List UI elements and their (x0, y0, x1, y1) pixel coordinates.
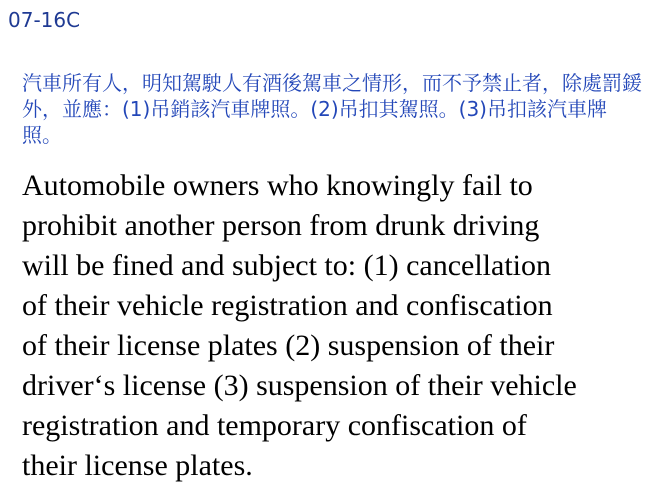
chinese-rule-text: 汽車所有人，明知駕駛人有酒後駕車之情形，而不予禁止者，除處罰鍰外，並應：(1)吊銷該汽車牌照。(2)吊扣其駕照。(3)吊扣該汽車牌照。 (22, 71, 642, 147)
slide-code: 07-16C (8, 8, 81, 32)
english-rule-text: Automobile owners who knowingly fail to prohibit another person from drunk driving will be fined and subject to: (1) cancellation of their vehicle registration and confiscation of their license plates (2) suspension of their driver‘s license (3) suspension of their vehicle registration and temporary confiscation of their license plates. (22, 169, 577, 482)
